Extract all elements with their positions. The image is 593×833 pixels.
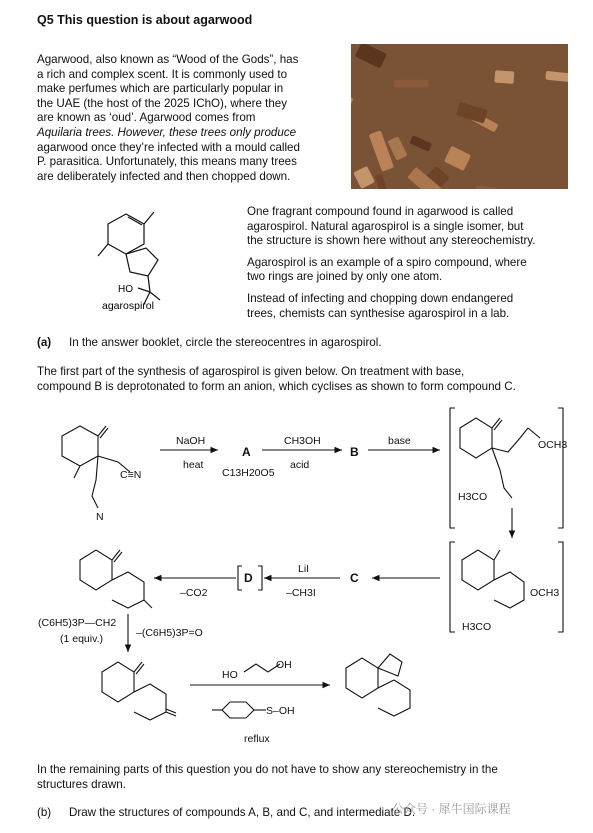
minus-ch3i-label: –CH3I bbox=[286, 587, 316, 599]
part-a-text: In the answer booklet, circle the stereocentres in agarospirol. bbox=[69, 336, 382, 349]
methanol-label: CH3OH bbox=[284, 435, 321, 447]
intro-line: are deliberately infected and then chopped down. bbox=[37, 169, 291, 183]
part-b bbox=[37, 806, 415, 819]
intro-line: Agarwood, also known as “Wood of the Gods”, has bbox=[37, 53, 299, 66]
synth-line: compound B is deprotonated to form an anion, which cyclises as shown to form compound C. bbox=[37, 379, 516, 393]
nitrile-n-label: N bbox=[96, 511, 104, 523]
desc-line: Instead of infecting and chopping down endangered bbox=[247, 291, 514, 305]
intro-paragraph bbox=[37, 53, 337, 184]
compound-label: agarospirol bbox=[102, 300, 154, 312]
wood-chip bbox=[494, 70, 514, 84]
ylide-label: (C6H5)3P—CH2 bbox=[38, 617, 117, 629]
minus-co2-label: –CO2 bbox=[180, 587, 208, 599]
remaining-line: In the remaining parts of this question you do not have to show any stereochemistry in the bbox=[37, 763, 498, 776]
compound-a: A bbox=[242, 445, 251, 459]
lii-label: LiI bbox=[298, 563, 310, 575]
heat-label: heat bbox=[183, 459, 204, 471]
synthesis-intro bbox=[37, 365, 582, 394]
desc-line: agarospirol. Natural agarospirol is a single isomer, but bbox=[247, 219, 524, 233]
part-a-label: (a) bbox=[37, 336, 52, 349]
desc-line: two rings are joined by only one atom. bbox=[247, 270, 443, 284]
watermark: 公众号 · 犀牛国际课程 bbox=[392, 802, 511, 816]
genus-name: Aquilaria trees. However, these trees only produce bbox=[37, 125, 297, 139]
remaining-line: structures drawn. bbox=[37, 777, 126, 791]
intro-line: agarwood once they’re infected with a mould called bbox=[37, 140, 300, 154]
glycol-ho: HO bbox=[222, 669, 238, 681]
agarospirol-structure bbox=[88, 196, 238, 316]
intro-line bbox=[37, 126, 337, 141]
minus-ph3po-label: –(C6H5)3P=O bbox=[136, 627, 203, 639]
tsoh-label: S–OH bbox=[266, 705, 295, 717]
part-b-label: (b) bbox=[37, 806, 52, 819]
desc-line: the structure is shown here without any stereochemistry. bbox=[247, 234, 536, 248]
h3co-top: H3CO bbox=[458, 491, 488, 503]
h3co-bottom: H3CO bbox=[462, 621, 492, 633]
ho-label: HO bbox=[118, 284, 133, 295]
reaction-scheme bbox=[0, 400, 593, 755]
compound-b: B bbox=[350, 445, 359, 459]
part-a bbox=[37, 336, 382, 349]
desc-line: trees, chemists can synthesise agarospirol in a lab. bbox=[247, 306, 510, 320]
wood-chip bbox=[394, 80, 429, 88]
acid-label: acid bbox=[290, 459, 310, 471]
question-title: Q5 This question is about agarwood bbox=[37, 13, 253, 27]
desc-line: One fragrant compound found in agarwood is called bbox=[247, 205, 514, 218]
wood-chips-image bbox=[351, 44, 568, 189]
part-b-text: Draw the structures of compounds A, B, and C, and intermediate D. bbox=[69, 806, 416, 819]
compound-c: C bbox=[350, 571, 359, 585]
agarospirol-description bbox=[247, 205, 577, 321]
nitrile-label: C≡N bbox=[120, 469, 142, 481]
intro-line: a rich and complex scent. It is commonly used to bbox=[37, 67, 288, 81]
desc-line: Agarospirol is an example of a spiro compound, where bbox=[247, 255, 527, 269]
base-label: base bbox=[388, 435, 411, 447]
synth-line: The first part of the synthesis of agarospirol is given below. On treatment with base, bbox=[37, 365, 465, 378]
reflux-label: reflux bbox=[244, 733, 270, 745]
naoh-label: NaOH bbox=[176, 435, 206, 447]
one-equiv-label: (1 equiv.) bbox=[60, 633, 103, 645]
intro-line: are known as ‘oud’. Agarwood comes from bbox=[37, 111, 256, 125]
intro-line: make perfumes which are particularly popular in bbox=[37, 82, 284, 96]
remaining-note bbox=[37, 763, 582, 792]
formula-a: C13H20O5 bbox=[222, 467, 275, 479]
intermediate-d: D bbox=[244, 571, 253, 585]
agarwood-photo bbox=[351, 44, 568, 189]
glycol-oh: OH bbox=[276, 659, 292, 671]
intro-line: P. parasitica. Unfortunately, this means many trees bbox=[37, 155, 297, 169]
och3-top: OCH3 bbox=[538, 439, 568, 451]
intro-line: the UAE (the host of the 2025 IChO), where they bbox=[37, 96, 288, 110]
och3-bottom: OCH3 bbox=[530, 587, 560, 599]
